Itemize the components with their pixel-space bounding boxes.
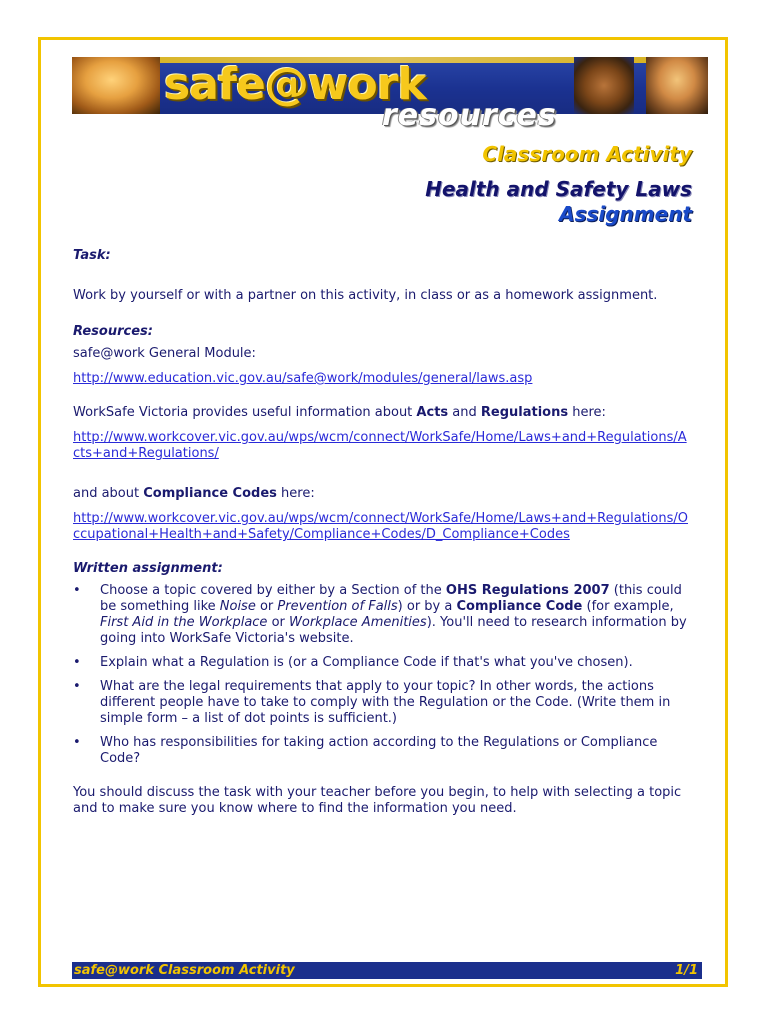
page-number: 1/1 <box>675 963 698 978</box>
compliance-codes-link[interactable]: http://www.workcover.vic.gov.au/wps/wcm/connect/WorkSafe/Home/Laws+and+Regulations/Occupational+Health+and+Safety/Compliance+Codes/D_Compliance+Codes <box>73 511 688 542</box>
footer-bar <box>72 962 702 979</box>
activity-type-heading: Classroom Activity <box>482 142 692 166</box>
task-text: Work by yourself or with a partner on this activity, in class or as a homework assignment. <box>73 288 658 303</box>
footer-title: safe@work Classroom Activity <box>74 963 295 978</box>
worksafe-intro: WorkSafe Victoria provides useful information about Acts and Regulations here: <box>73 405 606 420</box>
banner-photo-left <box>72 57 160 114</box>
logo: safe@work <box>164 59 426 110</box>
acts-regulations-link[interactable]: http://www.workcover.vic.gov.au/wps/wcm/connect/WorkSafe/Home/Laws+and+Regulations/Acts+and+Regulations/ <box>73 430 687 461</box>
list-item: • Who has responsibilities for taking action according to the Regulations or Compliance Code? <box>73 735 693 767</box>
list-item: • Choose a topic covered by either by a Section of the OHS Regulations 2007 (this could be something like Noise or Prevention of Falls) or by a Compliance Code (for example, First Aid in the Workplace or Workplace Amenities). You'll need to research information by going into WorkSafe Victoria's website. <box>73 583 693 647</box>
module-label: safe@work General Module: <box>73 346 256 361</box>
logo-subtext: resources <box>382 98 557 133</box>
codes-intro: and about Compliance Codes here: <box>73 486 315 501</box>
assignment-list <box>73 583 693 767</box>
resources-heading: Resources: <box>73 324 153 339</box>
page-subtitle: Assignment <box>559 202 692 226</box>
list-item: • Explain what a Regulation is (or a Compliance Code if that's what you've chosen). <box>73 655 693 671</box>
list-item: • What are the legal requirements that apply to your topic? In other words, the actions different people have to take to comply with the Regulation or the Code. (Write them in simple form – a list of dot points is sufficient.) <box>73 679 693 727</box>
task-heading: Task: <box>73 248 111 263</box>
banner-photo-right <box>646 57 708 114</box>
banner-photo-middle <box>574 57 634 114</box>
main-content <box>73 248 693 817</box>
written-assignment-heading: Written assignment: <box>73 561 223 576</box>
module-link[interactable]: http://www.education.vic.gov.au/safe@work/modules/general/laws.asp <box>73 371 533 386</box>
page-title: Health and Safety Laws <box>425 177 692 201</box>
closing-text: You should discuss the task with your teacher before you begin, to help with selecting a topic and to make sure you know where to find the information you need. <box>73 785 682 816</box>
